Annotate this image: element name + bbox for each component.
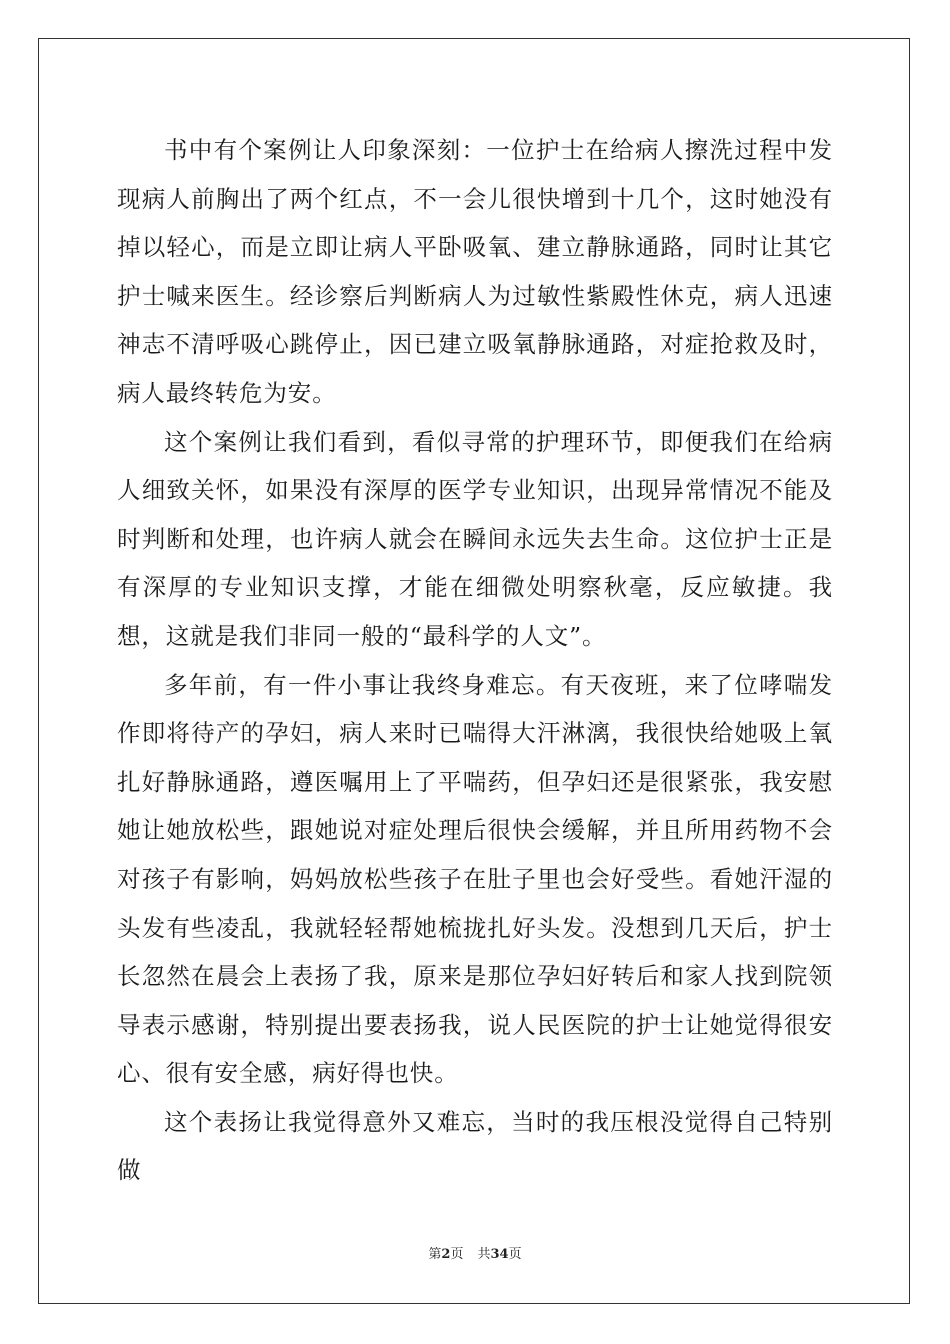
paragraph-3: 多年前，有一件小事让我终身难忘。有天夜班，来了位哮喘发作即将待产的孕妇，病人来时已喘得大汗淋漓，我很快给她吸上氧扎好静脉通路，遵医嘱用上了平喘药，但孕妇还是很紧张，我安慰她让她放松些，跟她说对症处理后很快会缓解，并且所用药物不会对孩子有影响，妈妈放松些孩子在肚子里也会好受些。看她汗湿的头发有些凌乱，我就轻轻帮她梳拢扎好头发。没想到几天后，护士长忽然在晨会上表扬了我，原来是那位孕妇好转后和家人找到院领导表示感谢，特别提出要表扬我，说人民医院的护士让她觉得很安心、很有安全感，病好得也快。 bbox=[117, 670, 833, 1088]
page-suffix: 页 bbox=[450, 1247, 464, 1262]
page-prefix: 第 bbox=[428, 1247, 442, 1262]
paragraph-4: 这个表扬让我觉得意外又难忘，当时的我压根没觉得自己特别做 bbox=[117, 1107, 833, 1185]
paragraph-2: 这个案例让我们看到，看似寻常的护理环节，即便我们在给病人细致关怀，如果没有深厚的医学专业知识，出现异常情况不能及时判断和处理，也许病人就会在瞬间永远失去生命。这位护士正是有深厚的专业知识支撑，才能在细微处明察秋毫，反应敏捷。我想，这就是我们非同一般的“最科学的人文”。 bbox=[117, 427, 833, 650]
total-prefix: 共 bbox=[477, 1247, 491, 1262]
current-page-number: 2 bbox=[441, 1247, 451, 1262]
paragraph-1: 书中有个案例让人印象深刻：一位护士在给病人擦洗过程中发现病人前胸出了两个红点，不一会儿很快增到十几个，这时她没有掉以轻心，而是立即让病人平卧吸氧、建立静脉通路，同时让其它护士喊来医生。经诊察后判断病人为过敏性紫殿性休克，病人迅速神志不清呼吸心跳停止，因已建立吸氧静脉通路，对症抢救及时，病人最终转危为安。 bbox=[117, 136, 833, 407]
total-page-count: 34 bbox=[490, 1247, 509, 1262]
total-suffix: 页 bbox=[508, 1247, 522, 1262]
document-body bbox=[117, 126, 833, 1195]
page-footer bbox=[0, 1247, 950, 1263]
